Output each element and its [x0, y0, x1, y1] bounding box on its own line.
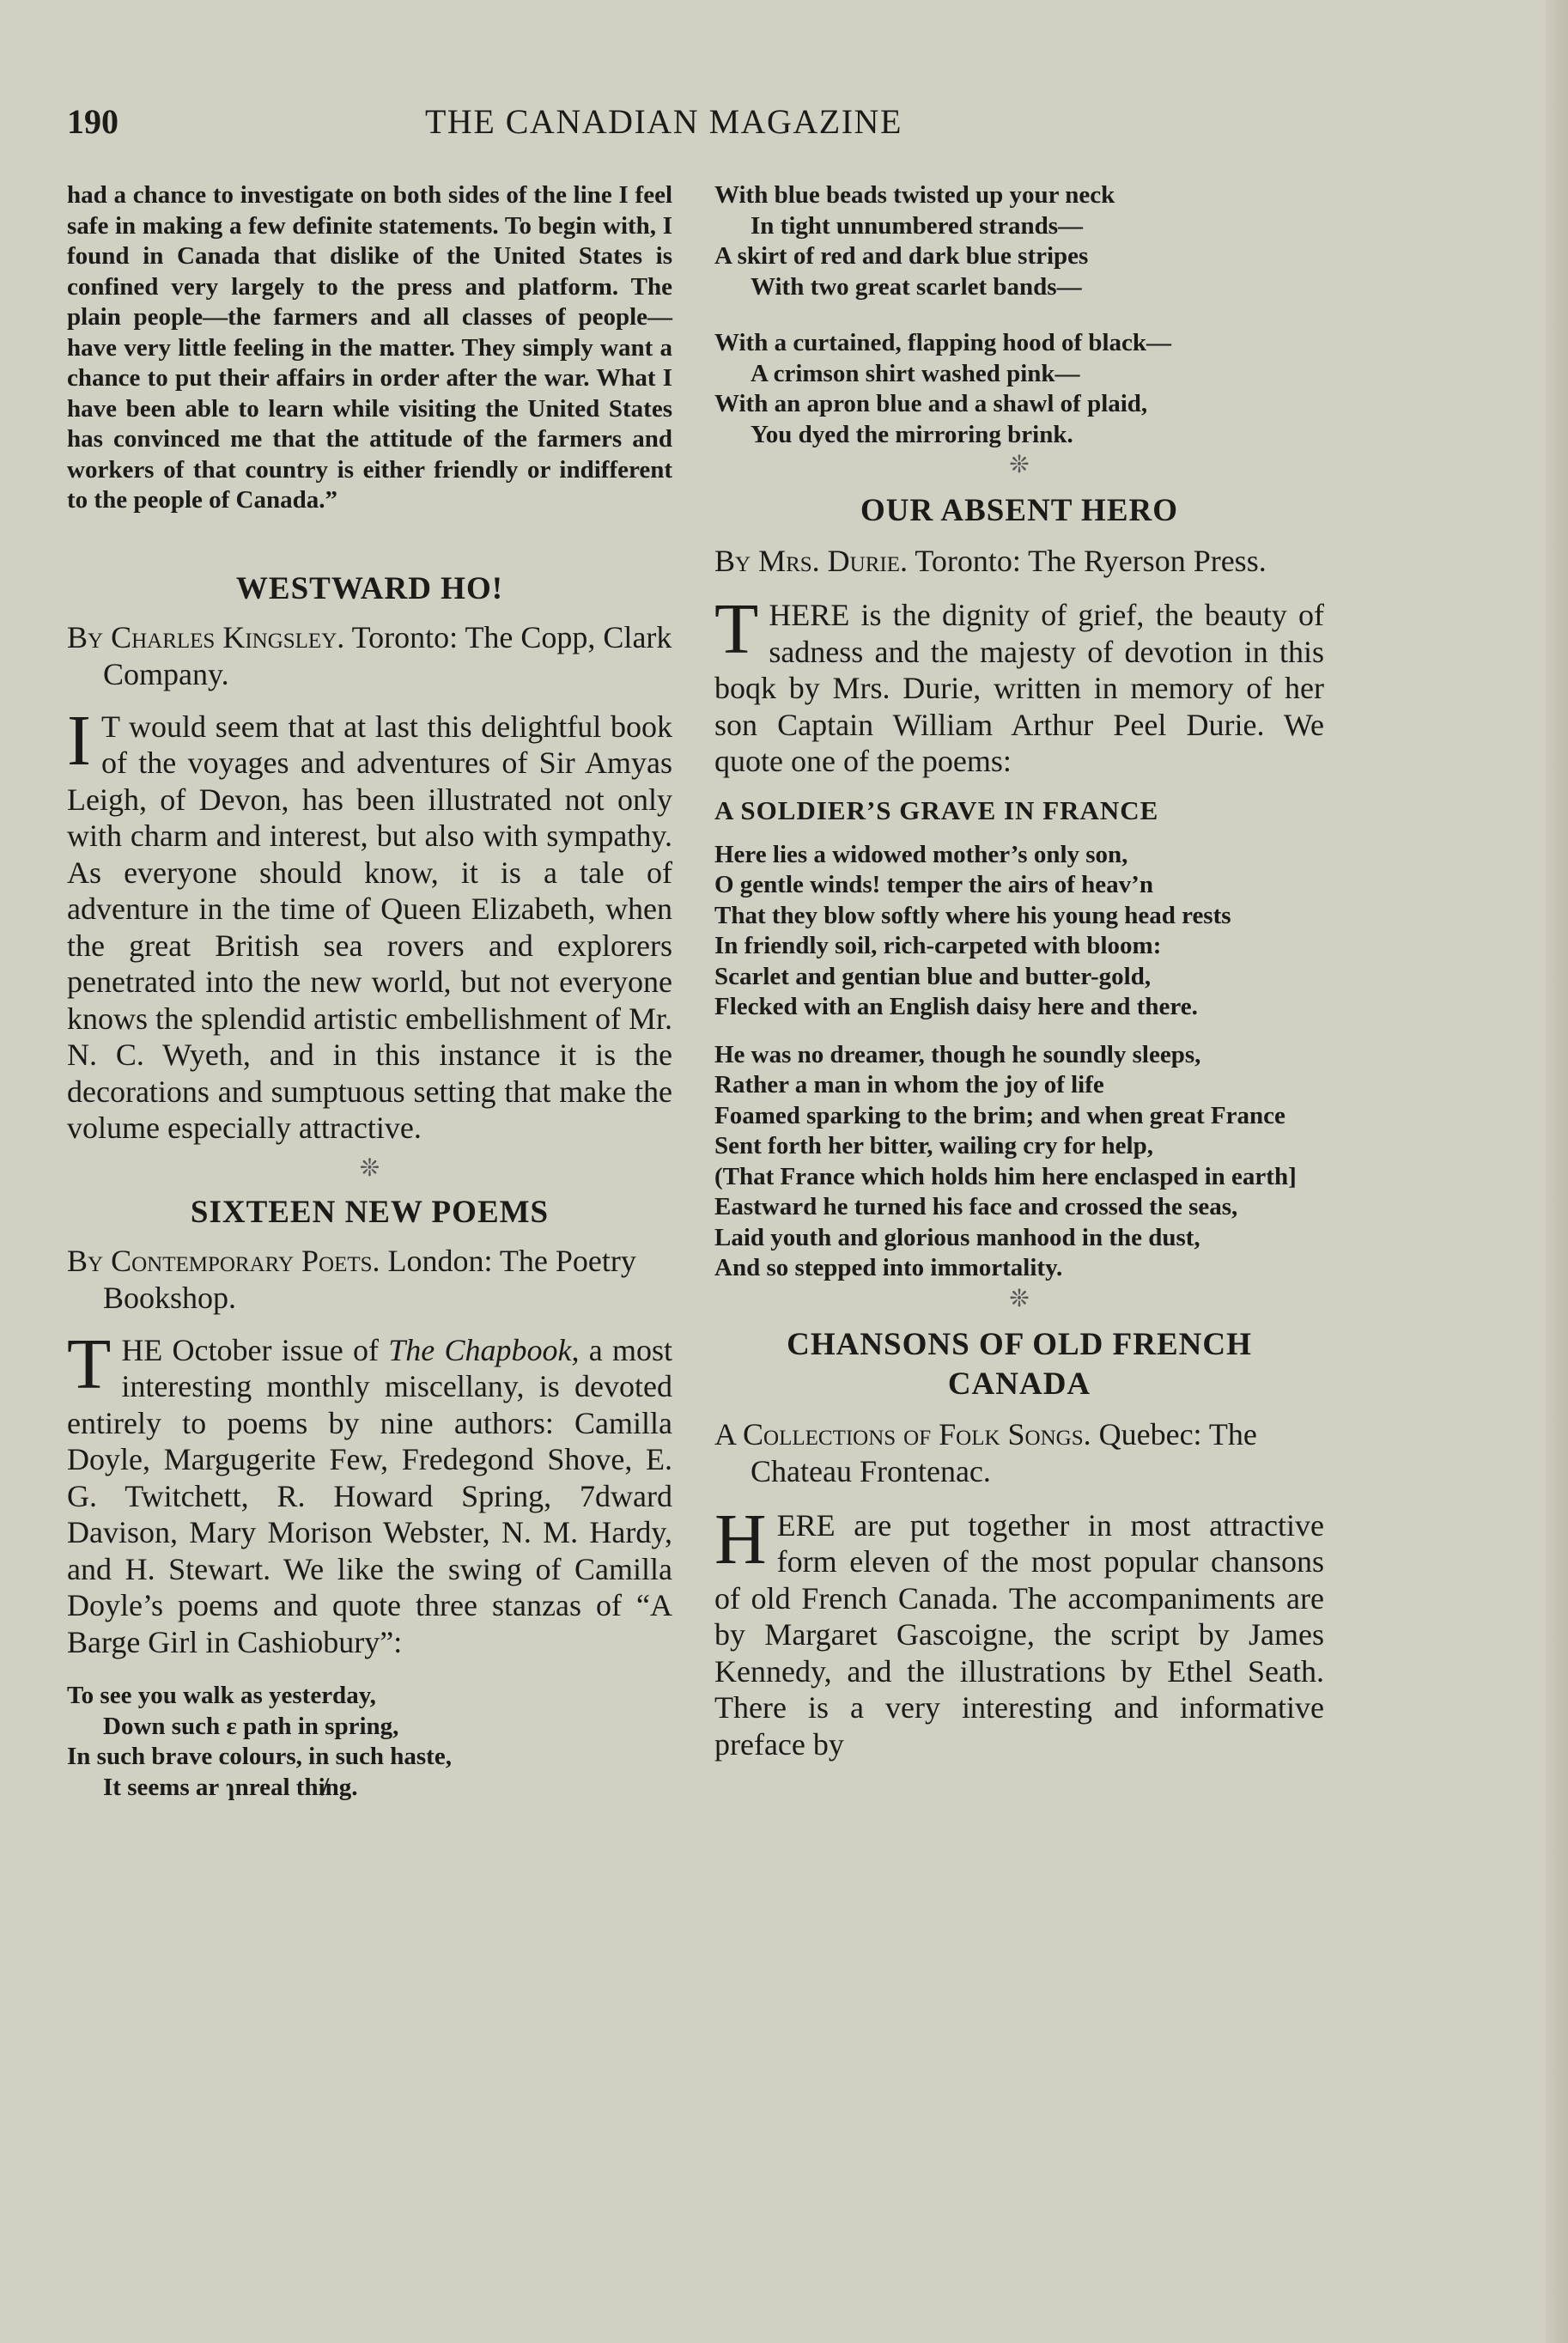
verse-line: Sent forth her bitter, wailing cry for help, — [714, 1132, 1153, 1159]
westward-byline: By Charles Kingsley. Toronto: The Copp, Clark Company. — [67, 619, 672, 691]
verse-line: To see you walk as yesterday, — [67, 1682, 376, 1709]
sixteen-author: Contemporary Poets. — [111, 1243, 380, 1278]
westward-title: WESTWARD HO! — [235, 570, 504, 606]
verse-line: In such brave colours, in such haste, — [67, 1743, 452, 1770]
verse-line: Laid youth and glorious manhood in the dust, — [714, 1223, 1200, 1251]
chansons-title: CHANSONS OF OLD FRENCH CANADA — [787, 1326, 1252, 1402]
intro-paragraph: had a chance to investigate on both sides of the line I feel safe in making a few definite statements. To begin with, I found in Canada that dislike of the United States is confined very largely to the press and platform. The plain people—the farmers and all classes of people—have very little feeling in the matter. They simply want a chance to put their affairs in order after the war. What I have been able to learn while visiting the United States has convinced me that the attitude of the farmers and workers of that country is either friendly or indifferent to the people of Canada.” — [67, 181, 672, 514]
page-number: 190 — [67, 102, 119, 141]
asterism-divider: ❊ — [1009, 452, 1030, 478]
page-header — [0, 101, 1568, 153]
verse-line: With an apron blue and a shawl of plaid, — [714, 390, 1148, 417]
hero-review: THERE is the dignity of grief, the beauty of sadness and the majesty of devotion in this boqk by Mrs. Durie, written in memory of her son Captain William Arthur Peel Durie. We quote one of the poems: — [714, 589, 1324, 778]
page-edge — [1546, 0, 1568, 2343]
drop-cap: T — [714, 589, 759, 669]
verse-line: In tight unnumbered strands— — [751, 211, 1084, 240]
barge-stanza-2 — [714, 180, 1324, 302]
verse-line: Flecked with an English daisy here and there. — [714, 993, 1198, 1020]
hero-title: OUR ABSENT HERO — [860, 493, 1179, 528]
verse-line: Eastward he turned his face and crossed the seas, — [714, 1193, 1238, 1220]
hero-byline: By Mrs. Durie. Toronto: The Ryerson Press. — [714, 544, 1267, 578]
chansons-review: HERE are put together in most attractive form eleven of the most popular chansons of old French Canada. The accompaniments are by Margaret Gascoigne, the script by James Kennedy, and the illustrations by Ethel Seath. There is a very interesting and informative preface by — [714, 1499, 1324, 1762]
asterism-divider: ❊ — [1009, 1285, 1030, 1312]
soldier-poem-title: A SOLDIER’S GRAVE IN FRANCE — [714, 794, 1159, 825]
chansons-subtitle: Collections of Folk Songs. — [743, 1416, 1091, 1451]
verse-line: It seems ar ɿnreal thi̸ng. — [103, 1773, 358, 1801]
verse-line: O gentle winds! temper the airs of heav’n — [714, 871, 1153, 898]
sixteen-review: THE October issue of The Chapbook, a most interesting monthly miscellany, is devoted entirely to poems by nine authors: Camilla Doyle, Margugerite Few, Fredegond Shove, E. G. Twitchett, R. Howard Spring, 7dward Davison, Mary Morison Webster, N. M. Hardy, and H. Stewart. We like the swing of Camilla Doyle’s poems and quote three stanzas of “A Barge Girl in Cashiobury”: — [67, 1324, 672, 1659]
westward-review: I T would seem that at last this delightful book of the voyages and adventures of Sir Amyas Leigh, of Devon, has been illustrated not only with charm and interest, but also with sympathy. As everyone should know, it is a tale of adventure in the time of Queen Elizabeth, when the great British sea rovers and explorers penetrated into the new world, but not everyone knows the splendid artistic embellishment of Mr. N. C. Wyeth, and in this instance it is the decorations and sumptuous setting that make the volume especially attractive. — [67, 700, 672, 1145]
verse-line: Here lies a widowed mother’s only son, — [714, 840, 1128, 868]
barge-stanza-3 — [714, 328, 1324, 450]
verse-line: In friendly soil, rich-carpeted with bloom: — [714, 932, 1162, 959]
drop-cap: H — [714, 1499, 767, 1579]
sixteen-byline: By Contemporary Poets. London: The Poetry Bookshop. — [67, 1243, 636, 1315]
verse-line: Foamed sparking to the brim; and when great France — [714, 1101, 1285, 1129]
sixteen-publisher: London: The Poetry Bookshop. — [103, 1243, 636, 1315]
drop-cap: I — [67, 700, 91, 781]
verse-line: A skirt of red and dark blue stripes — [714, 242, 1089, 270]
barge-stanza-1 — [67, 1681, 672, 1803]
verse-line: Rather a man in whom the joy of life — [714, 1071, 1104, 1098]
verse-line: With a curtained, flapping hood of black— — [714, 329, 1172, 356]
soldier-stanza-1 — [714, 840, 1324, 1023]
westward-publisher: Toronto: The Copp, Clark Company. — [103, 619, 672, 691]
verse-line: He was no dreamer, though he soundly sleeps, — [714, 1040, 1201, 1068]
verse-line: And so stepped into immortality. — [714, 1254, 1063, 1281]
drop-cap: T — [67, 1324, 112, 1404]
verse-line: You dyed the mirroring brink. — [751, 420, 1073, 448]
hero-author: Mrs. Durie. — [758, 544, 908, 578]
sixteen-title: SIXTEEN NEW POEMS — [190, 1194, 550, 1230]
verse-line: (That France which holds him here enclasped in earth] — [714, 1162, 1297, 1190]
left-column — [67, 180, 672, 1803]
chansons-byline: A Collections of Folk Songs. Quebec: The Chateau Frontenac. — [714, 1416, 1257, 1488]
westward-author: Charles Kingsley. — [111, 619, 345, 654]
verse-line: Scarlet and gentian blue and butter-gold, — [714, 962, 1152, 990]
verse-line: Down such ɛ path in spring, — [103, 1712, 399, 1740]
verse-line: With blue beads twisted up your neck — [714, 181, 1115, 209]
running-head: THE CANADIAN MAGAZINE — [425, 102, 903, 141]
verse-line: A crimson shirt washed pink— — [751, 359, 1080, 387]
verse-line: That they blow softly where his young head rests — [714, 901, 1231, 929]
soldier-stanza-2 — [714, 1040, 1324, 1284]
asterism-divider: ❊ — [359, 1154, 380, 1182]
right-column — [714, 180, 1324, 1762]
hero-publisher: Toronto: The Ryerson Press. — [915, 544, 1267, 578]
chansons-publisher: Quebec: The Chateau Frontenac. — [751, 1416, 1257, 1488]
verse-line: With two great scarlet bands— — [751, 272, 1082, 301]
